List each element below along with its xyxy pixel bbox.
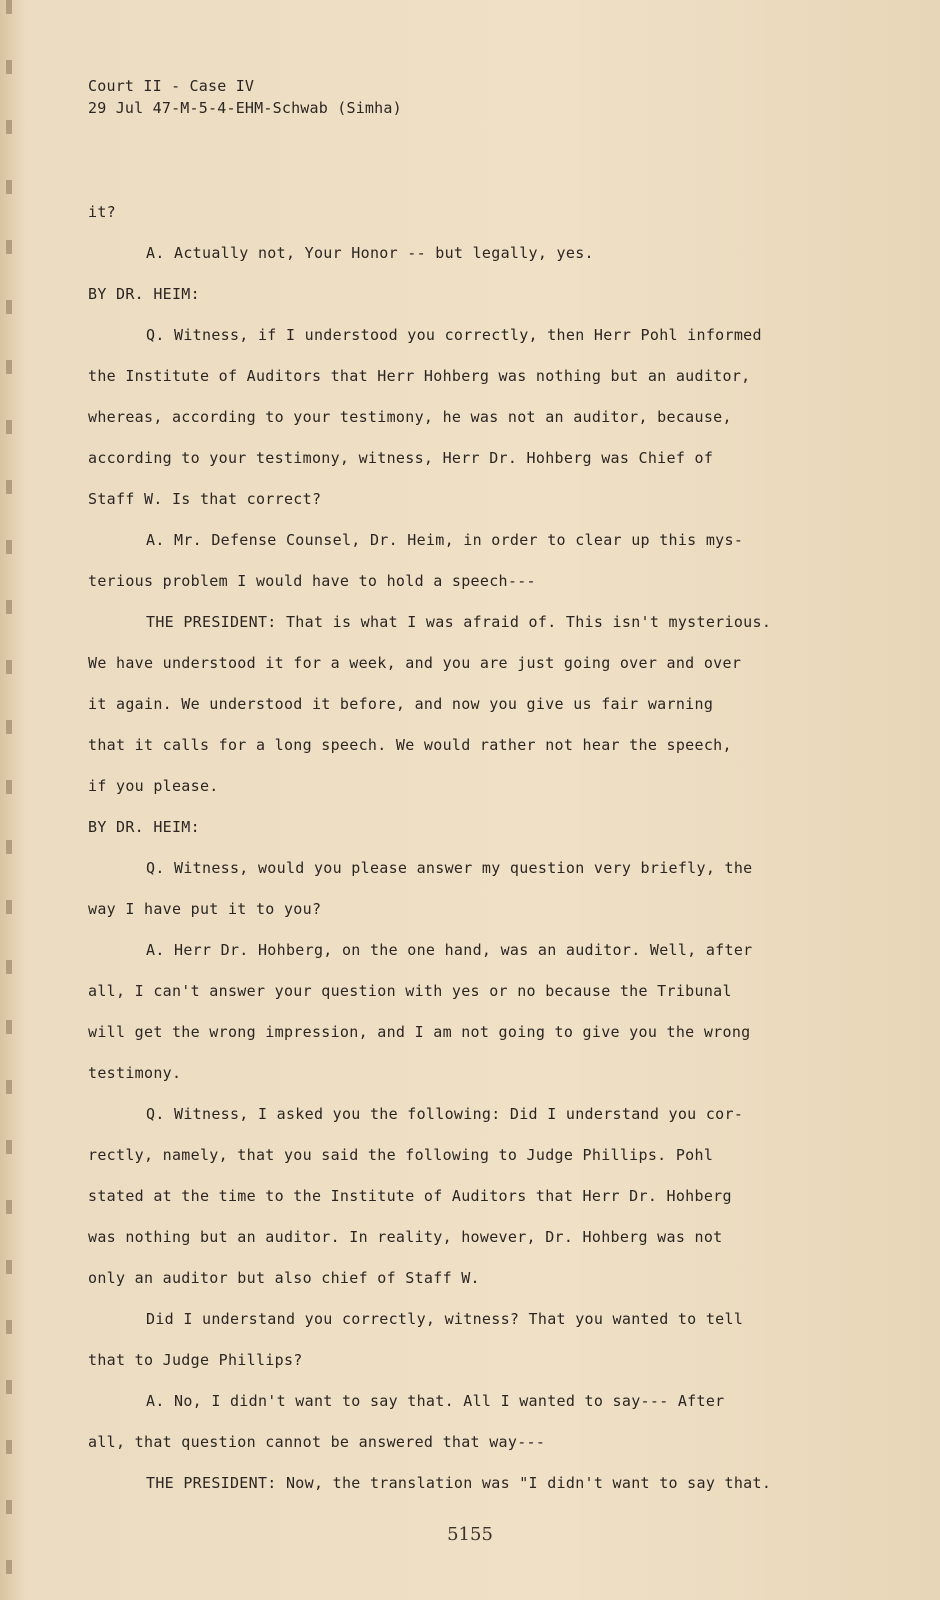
- header-date-line: 29 Jul 47-M-5-4-EHM-Schwab (Simha): [88, 99, 402, 117]
- transcript-line: it again. We understood it before, and now you give us fair warning: [88, 695, 714, 713]
- transcript-line: stated at the time to the Institute of Auditors that Herr Dr. Hohberg: [88, 1187, 732, 1205]
- transcript-line: all, I can't answer your question with yes or no because the Tribunal: [88, 982, 732, 1000]
- transcript-line: according to your testimony, witness, Herr Dr. Hohberg was Chief of: [88, 449, 714, 467]
- document-header: [88, 75, 402, 119]
- transcript-line: if you please.: [88, 777, 219, 795]
- transcript-line: A. Mr. Defense Counsel, Dr. Heim, in order to clear up this mys-: [146, 531, 744, 549]
- transcript-line: A. Actually not, Your Honor -- but legally, yes.: [146, 244, 594, 262]
- transcript-line: terious problem I would have to hold a speech---: [88, 572, 536, 590]
- transcript-line: it?: [88, 203, 116, 221]
- transcript-line: testimony.: [88, 1064, 182, 1082]
- transcript-line: THE PRESIDENT: Now, the translation was "I didn't want to say that.: [146, 1474, 772, 1492]
- transcript-line: the Institute of Auditors that Herr Hohberg was nothing but an auditor,: [88, 367, 751, 385]
- transcript-line: BY DR. HEIM:: [88, 285, 200, 303]
- transcript-line: whereas, according to your testimony, he was not an auditor, because,: [88, 408, 732, 426]
- transcript-line: A. No, I didn't want to say that. All I wanted to say--- After: [146, 1392, 725, 1410]
- transcript-line: was nothing but an auditor. In reality, however, Dr. Hohberg was not: [88, 1228, 723, 1246]
- transcript-line: Did I understand you correctly, witness? That you wanted to tell: [146, 1310, 744, 1328]
- transcript-line: A. Herr Dr. Hohberg, on the one hand, was an auditor. Well, after: [146, 941, 753, 959]
- page-number: 5155: [447, 1524, 493, 1545]
- transcript-line: that it calls for a long speech. We would rather not hear the speech,: [88, 736, 732, 754]
- transcript-line: Q. Witness, if I understood you correctly, then Herr Pohl informed: [146, 326, 762, 344]
- header-case-line: Court II - Case IV: [88, 77, 255, 95]
- transcript-line: Staff W. Is that correct?: [88, 490, 322, 508]
- transcript-line: will get the wrong impression, and I am not going to give you the wrong: [88, 1023, 751, 1041]
- transcript-line: Q. Witness, I asked you the following: Did I understand you cor-: [146, 1105, 744, 1123]
- transcript-line: all, that question cannot be answered that way---: [88, 1433, 546, 1451]
- transcript-line: way I have put it to you?: [88, 900, 322, 918]
- transcript-line: that to Judge Phillips?: [88, 1351, 303, 1369]
- transcript-body: [88, 192, 848, 1504]
- transcript-line: BY DR. HEIM:: [88, 818, 200, 836]
- transcript-line: only an auditor but also chief of Staff W.: [88, 1269, 480, 1287]
- transcript-line: Q. Witness, would you please answer my question very briefly, the: [146, 859, 753, 877]
- transcript-line: THE PRESIDENT: That is what I was afraid of. This isn't mysterious.: [146, 613, 772, 631]
- transcript-line: We have understood it for a week, and you are just going over and over: [88, 654, 742, 672]
- transcript-line: rectly, namely, that you said the following to Judge Phillips. Pohl: [88, 1146, 714, 1164]
